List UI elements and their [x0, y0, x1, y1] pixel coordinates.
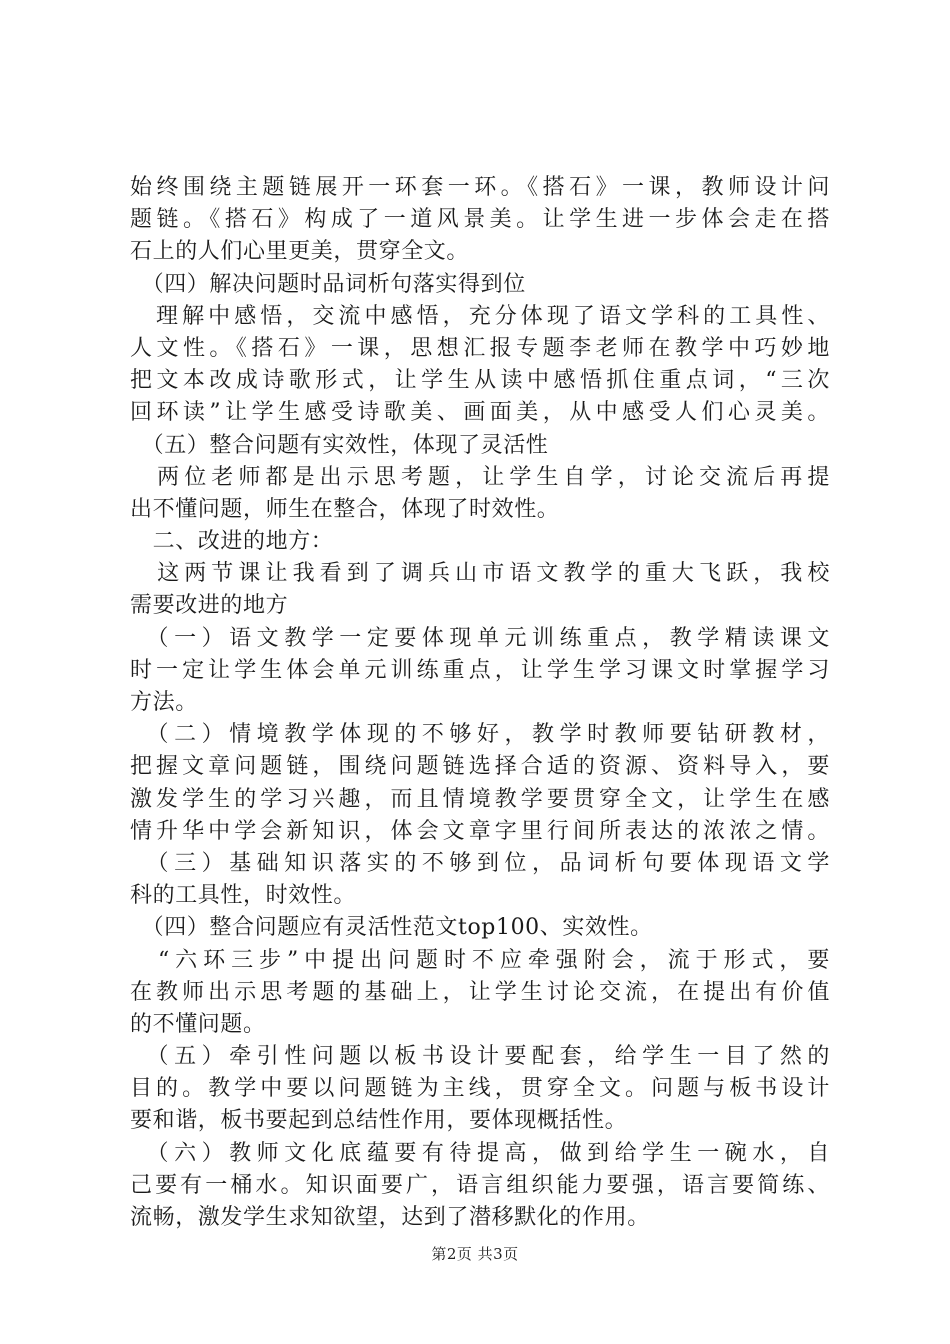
text-line: （四）整合问题应有灵活性范文top100、实效性。 [130, 915, 653, 941]
text-line: “六环三步”中提出问题时不应牵强附会，流于形式，要 [130, 947, 830, 973]
text-line: 方法。 [130, 690, 198, 715]
text-line: 在教师出示思考题的基础上，让学生讨论交流，在提出有价值 [130, 979, 830, 1005]
text-line: （四）解决问题时品词析句落实得到位 [130, 271, 526, 297]
text-line: 石上的人们心里更美，贯穿全文。 [130, 239, 470, 265]
text-line: （五）牵引性问题以板书设计要配套，给学生一目了然的 [130, 1044, 830, 1070]
text-line: 流畅，激发学生求知欲望，达到了潜移默化的作用。 [130, 1205, 650, 1230]
text-line: 科的工具性，时效性。 [130, 883, 357, 909]
text-line: 己要有一桶水。知识面要广，语言组织能力要强，语言要简练、 [130, 1172, 830, 1198]
text-line: 两位老师都是出示思考题，让学生自学，讨论交流后再提 [130, 464, 830, 490]
text-line: 二、改进的地方： [130, 529, 334, 555]
text-line: （二）情境教学体现的不够好，教学时教师要钻研教材， [130, 722, 830, 748]
text-line: 情升华中学会新知识，体会文章字里行间所表达的浓浓之情。 [130, 818, 830, 844]
text-line: 题链。《搭石》构成了一道风景美。让学生进一步体会走在搭 [130, 207, 830, 233]
text-line: 要和谐，板书要起到总结性作用，要体现概括性。 [130, 1108, 628, 1134]
document-body [130, 172, 830, 1234]
page-footer: 第2页 共3页 [431, 1245, 519, 1263]
text-line: 需要改进的地方 [130, 593, 289, 619]
text-line: 始终围绕主题链展开一环套一环。《搭石》一课，教师设计问 [130, 175, 830, 200]
text-line: 这两节课让我看到了调兵山市语文教学的重大飞跃，我校 [130, 561, 830, 587]
text-line: （六）教师文化底蕴要有待提高，做到给学生一碗水，自 [130, 1140, 830, 1166]
text-line: 的不懂问题。 [130, 1011, 266, 1037]
text-line: （三）基础知识落实的不够到位，品词析句要体现语文学 [130, 850, 830, 876]
text-line: 理解中感悟，交流中感悟，充分体现了语文学科的工具性、 [130, 303, 830, 329]
text-line: 回环读”让学生感受诗歌美、画面美，从中感受人们心灵美。 [130, 400, 830, 426]
text-line: 把握文章问题链，围绕问题链选择合适的资源、资料导入，要 [130, 754, 830, 780]
text-line: 激发学生的学习兴趣，而且情境教学要贯穿全文，让学生在感 [130, 786, 830, 812]
text-line: 把文本改成诗歌形式，让学生从读中感悟抓住重点词，“三次 [130, 368, 830, 394]
text-line: 时一定让学生体会单元训练重点，让学生学习课文时掌握学习 [130, 657, 830, 683]
text-line: 人文性。《搭石》一课，思想汇报专题李老师在教学中巧妙地 [130, 335, 830, 361]
text-line: （一）语文教学一定要体现单元训练重点，教学精读课文 [130, 625, 830, 651]
text-line: 出不懂问题，师生在整合，体现了时效性。 [130, 496, 560, 522]
text-line: 目的。教学中要以问题链为主线，贯穿全文。问题与板书设计 [130, 1076, 830, 1102]
text-line: （五）整合问题有实效性，体现了灵活性 [130, 432, 549, 458]
